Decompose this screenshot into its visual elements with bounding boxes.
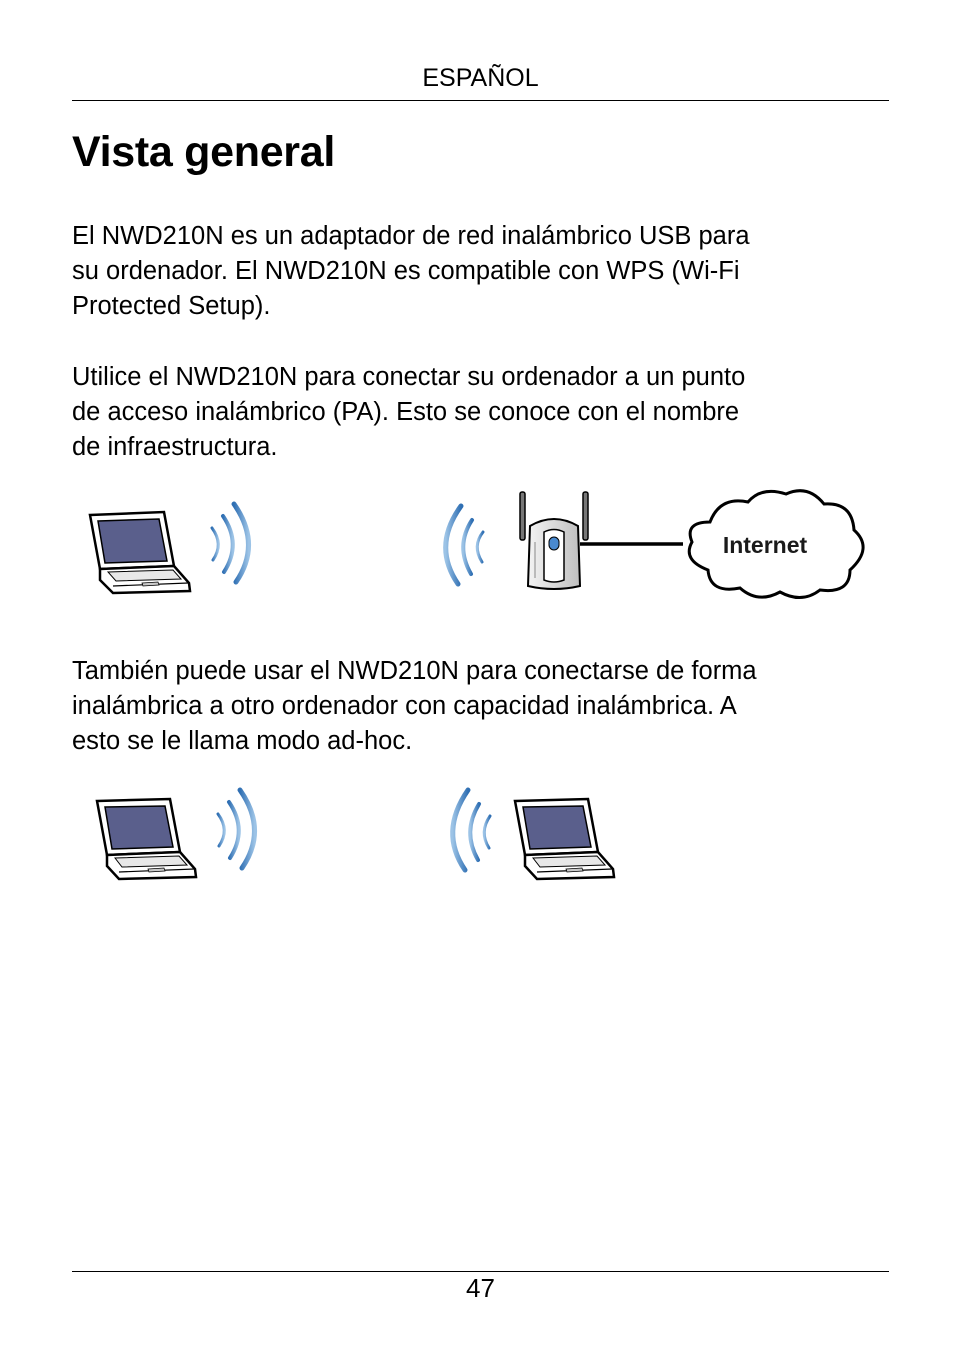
page-header-language: ESPAÑOL [422,64,539,92]
wireless-signal-icon [453,790,490,870]
laptop-icon [90,512,190,593]
section-title: Vista general [72,128,336,176]
wireless-signal-icon [218,790,255,868]
header-divider [72,100,889,101]
laptop-icon [97,799,196,879]
wireless-signal-icon [212,504,249,582]
paragraph-infrastructure: Utilice el NWD210N para conectar su ordenador a un punto de acceso inalámbrico (PA). Esto se conoce con el nombre de infraestructura. [72,363,746,461]
paragraph-intro: El NWD210N es un adaptador de red inalámbrico USB para su ordenador. El NWD210N es compatible con WPS (Wi-Fi Protected Setup). [72,222,750,320]
paragraph-adhoc: También puede usar el NWD210N para conectarse de forma inalámbrica a otro ordenador con capacidad inalámbrica. A esto se le llama modo ad-hoc. [72,657,757,755]
access-point-icon [520,492,588,589]
laptop-icon [515,799,614,879]
internet-label: Internet [722,532,808,558]
page-number: 47 [466,1273,495,1303]
adhoc-diagram [70,776,630,886]
wireless-signal-icon [446,506,483,584]
infrastructure-diagram [70,482,870,607]
